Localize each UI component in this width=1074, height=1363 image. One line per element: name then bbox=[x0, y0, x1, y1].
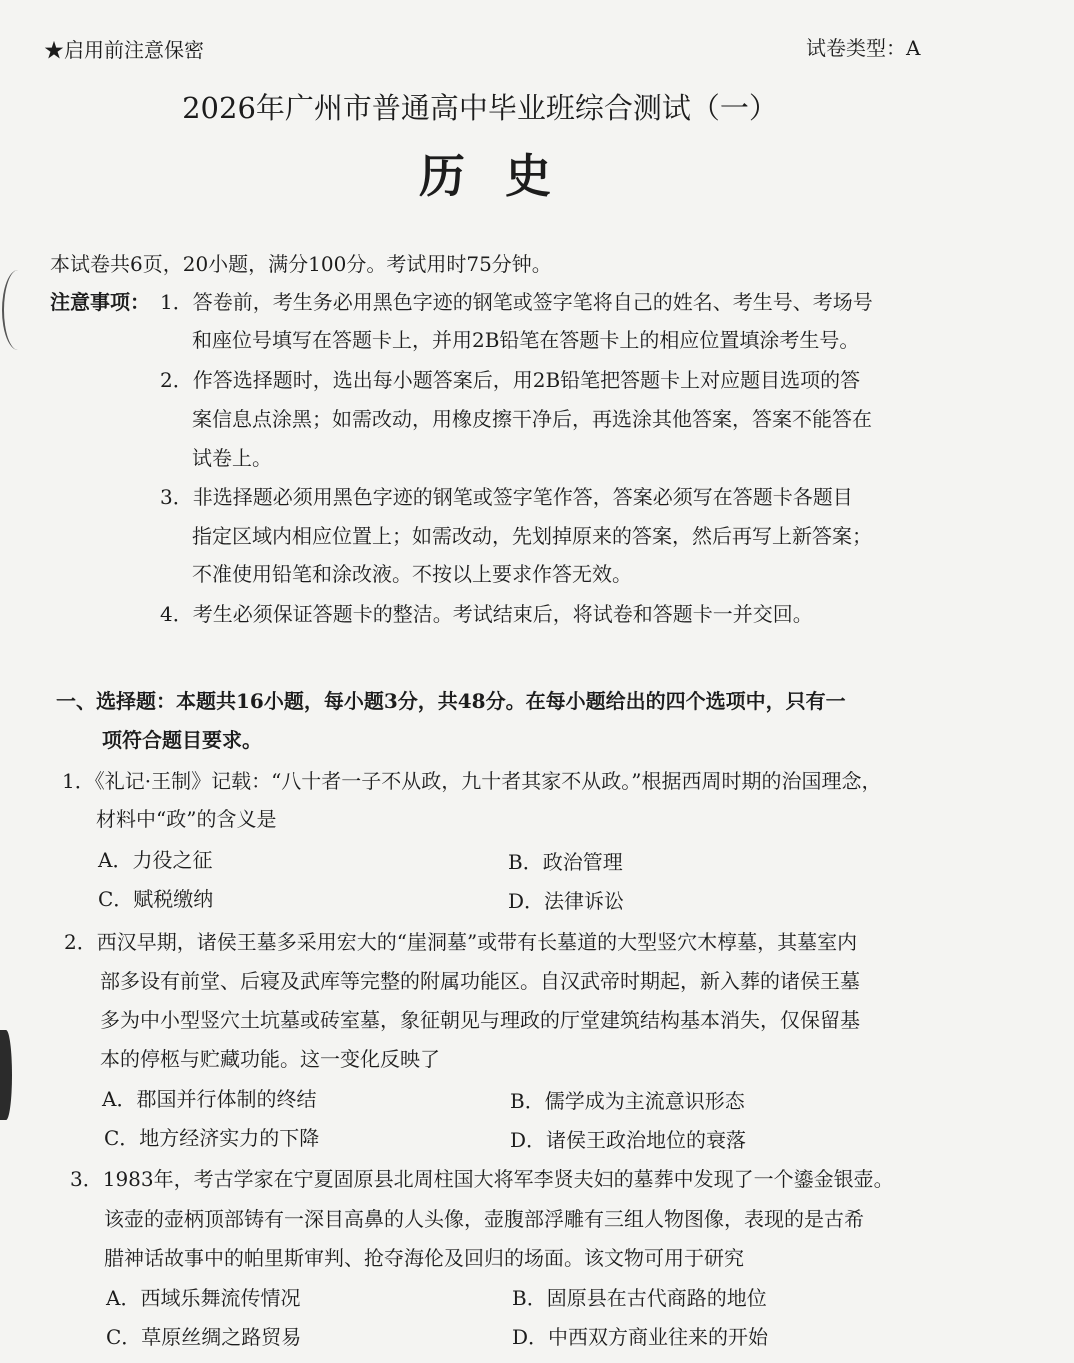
exam-title: 2026年广州市普通高中毕业班综合测试（一） bbox=[182, 91, 778, 125]
exam-intro: 本试卷共6页，20小题，满分100分。考试用时75分钟。 bbox=[50, 252, 552, 276]
notice-line: 案信息点涂黑；如需改动，用橡皮擦干净后，再选涂其他答案，答案不能答在 bbox=[192, 407, 872, 431]
q2-option-c: C．地方经济实力的下降 bbox=[104, 1126, 320, 1150]
q3-option-a: A．西域乐舞流传情况 bbox=[106, 1286, 301, 1310]
question-2-stem: 部多设有前堂、后寝及武库等完整的附属功能区。自汉武帝时期起，新入葬的诸侯王墓 bbox=[100, 969, 860, 993]
question-3-stem: 腊神话故事中的帕里斯审判、抢夺海伦及回归的场面。该文物可用于研究 bbox=[104, 1246, 744, 1270]
subject-title: 历史 bbox=[419, 149, 591, 203]
q3-option-c: C．草原丝绸之路贸易 bbox=[106, 1325, 302, 1349]
question-3-stem: 该壶的壶柄顶部铸有一深目高鼻的人头像，壶腹部浮雕有三组人物图像，表现的是古希 bbox=[104, 1207, 864, 1231]
question-2-stem: 本的停柩与贮藏功能。这一变化反映了 bbox=[100, 1047, 440, 1071]
q1-option-a: A．力役之征 bbox=[98, 848, 213, 872]
section-heading: 一、选择题：本题共16小题，每小题3分，共48分。在每小题给出的四个选项中，只有一 bbox=[56, 689, 846, 713]
notice-line: 不准使用铅笔和涂改液。不按以上要求作答无效。 bbox=[192, 562, 632, 586]
question-1-stem: 1．《礼记·王制》记载：“八十者一子不从政，九十者其家不从政。”根据西周时期的治国理念， bbox=[62, 769, 882, 793]
notice-line: 1．答卷前，考生务必用黑色字迹的钢笔或签字笔将自己的姓名、考生号、考场号 bbox=[160, 290, 873, 314]
q3-option-d: D．中西双方商业往来的开始 bbox=[512, 1325, 769, 1349]
paper-type-label: 试卷类型：A bbox=[806, 36, 921, 60]
notice-line: 3．非选择题必须用黑色字迹的钢笔或签字笔作答，答案必须写在答题卡各题目 bbox=[160, 485, 853, 509]
question-2-stem: 多为中小型竖穴土坑墓或砖室墓，象征朝见与理政的厅堂建筑结构基本消失，仅保留基 bbox=[100, 1008, 860, 1032]
q1-option-d: D．法律诉讼 bbox=[508, 889, 625, 913]
page-edge-shadow bbox=[0, 1030, 12, 1120]
notice-line: 和座位号填写在答题卡上，并用2B铅笔在答题卡上的相应位置填涂考生号。 bbox=[192, 328, 860, 352]
q1-option-c: C．赋税缴纳 bbox=[98, 887, 214, 911]
section-heading-cont: 项符合题目要求。 bbox=[102, 728, 262, 752]
notice-label: 注意事项： bbox=[50, 290, 150, 314]
q2-option-a: A．郡国并行体制的终结 bbox=[102, 1087, 317, 1111]
notice-line: 4．考生必须保证答题卡的整洁。考试结束后，将试卷和答题卡一并交回。 bbox=[160, 602, 813, 626]
q3-option-b: B．固原县在古代商路的地位 bbox=[512, 1286, 767, 1310]
confidential-label: ★启用前注意保密 bbox=[44, 38, 204, 62]
notice-line: 2．作答选择题时，选出每小题答案后，用2B铅笔把答题卡上对应题目选项的答 bbox=[160, 368, 861, 392]
q1-option-b: B．政治管理 bbox=[508, 850, 623, 874]
q2-option-d: D．诸侯王政治地位的衰落 bbox=[510, 1128, 747, 1152]
paper-fold-mark bbox=[2, 270, 34, 350]
question-2-stem: 2．西汉早期，诸侯王墓多采用宏大的“崖洞墓”或带有长墓道的大型竖穴木椁墓，其墓室内 bbox=[64, 930, 858, 954]
q2-option-b: B．儒学成为主流意识形态 bbox=[510, 1089, 745, 1113]
question-3-stem: 3．1983年，考古学家在宁夏固原县北周柱国大将军李贤夫妇的墓葬中发现了一个鎏金银壶。 bbox=[70, 1167, 894, 1191]
notice-line: 指定区域内相应位置上；如需改动，先划掉原来的答案，然后再写上新答案； bbox=[192, 524, 872, 548]
question-1-stem: 材料中“政”的含义是 bbox=[96, 807, 277, 831]
notice-line: 试卷上。 bbox=[192, 446, 272, 470]
